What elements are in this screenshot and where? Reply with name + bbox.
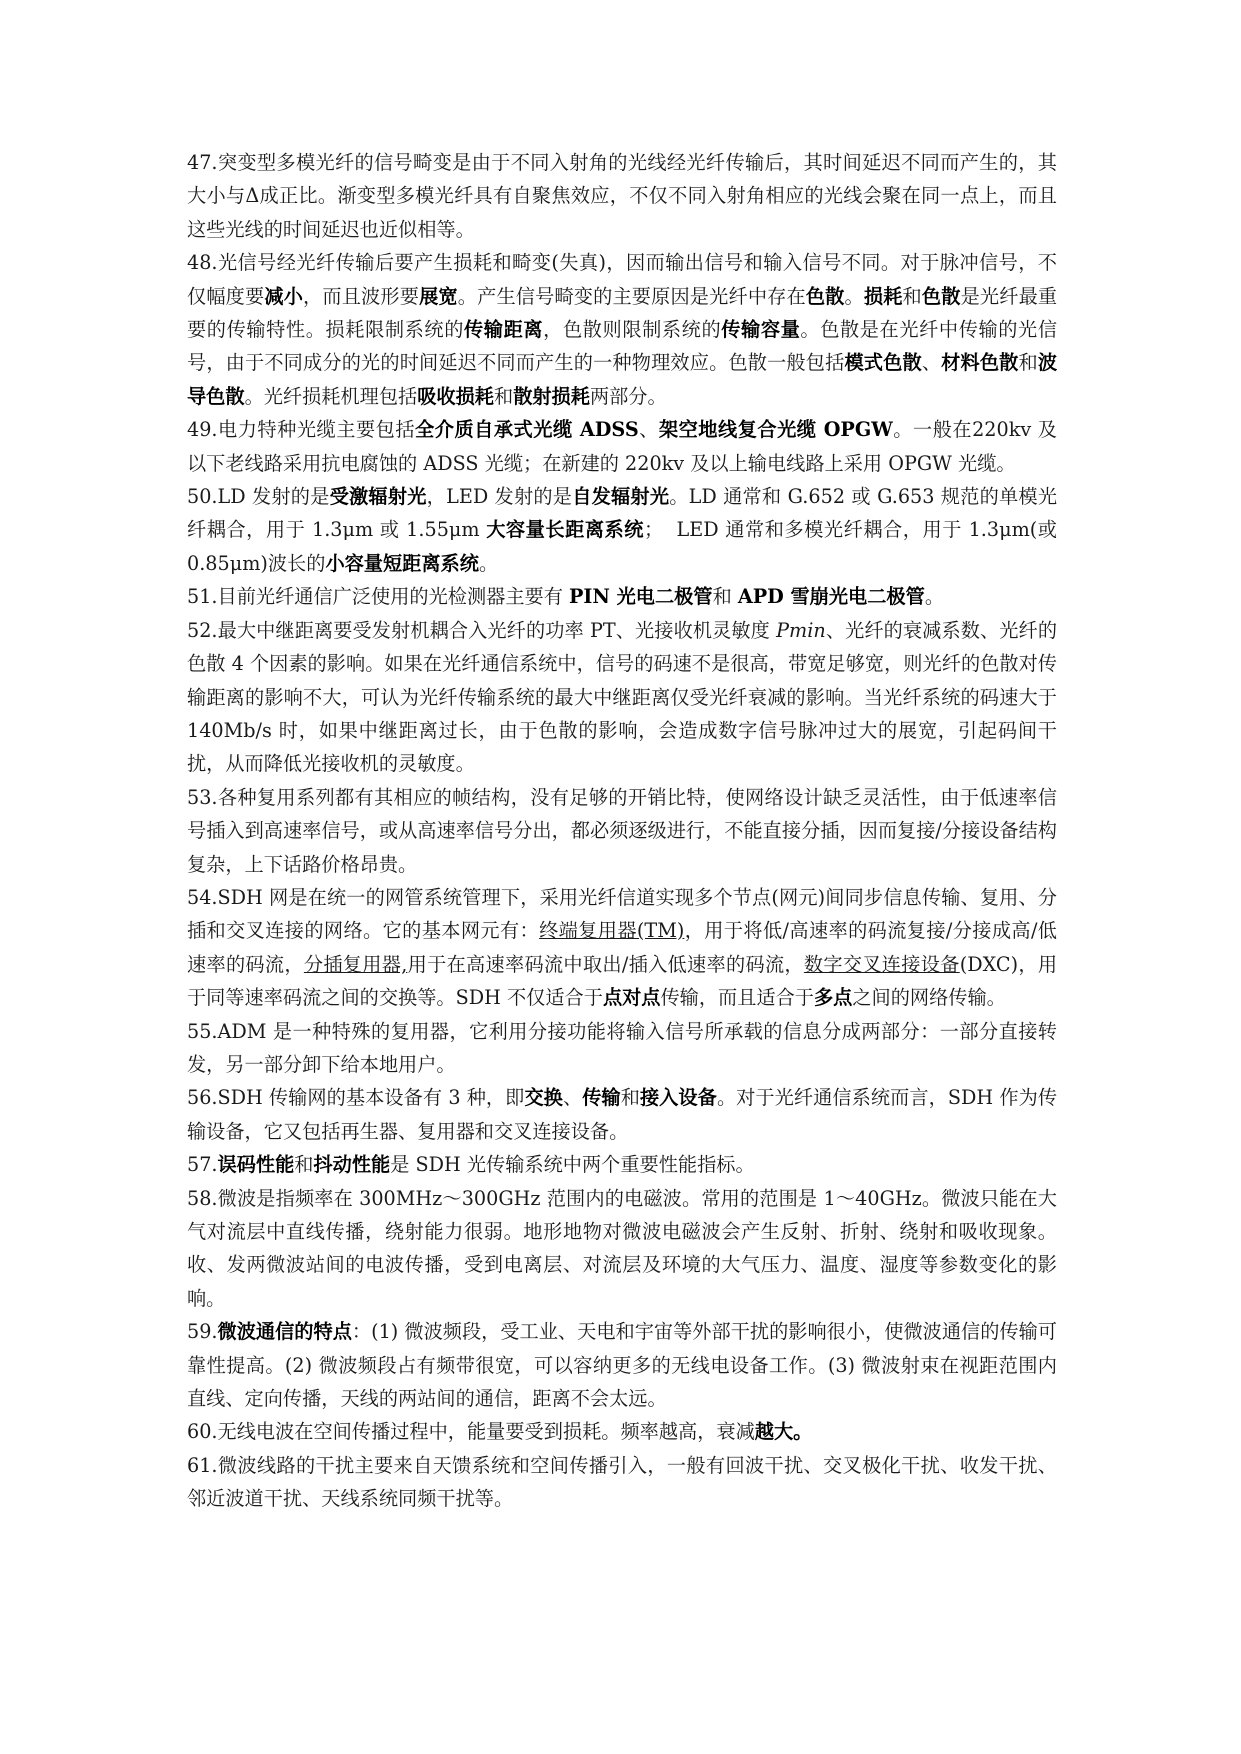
text-run: 传输，而且适合于 (660, 986, 814, 1010)
text-run: 。 (478, 551, 499, 575)
text-run: 。色散是在光纤中传输的光信号，由于不同成分的光的时间延迟不同而产生的一种物理效应。色散一般包括 (187, 318, 1058, 375)
text-run: 53.各种复用系列都有其相应的帧结构，没有足够的开销比特，使网络设计缺乏灵活性，由于低速率信号插入到高速率信号，或从高速率信号分出，都必须逐级进行，不能直接分插，因而复接/分接设备结构复杂，上下话路价格昂贵。 (187, 785, 1057, 876)
bold-term: 传输距离 (464, 318, 544, 342)
text-run: 。产生信号畸变的主要原因是光纤中存在 (457, 284, 806, 308)
bold-term: 吸收损耗 (417, 384, 494, 408)
text-run: 52.最大中继距离要受发射机耦合入光纤的功率 PT、光接收机灵敏度 (187, 618, 777, 642)
bold-term: 材料色散 (941, 351, 1019, 375)
bold-term: 大容量长距离系统 (486, 518, 645, 542)
paragraph-item (187, 246, 1057, 413)
text-run: 和 (494, 384, 514, 408)
bold-term: 损耗 (863, 284, 903, 308)
bold-term: 点对点 (602, 986, 661, 1010)
text-run: ，色散则限制系统的 (543, 318, 722, 342)
text-run: 是 SDH 光传输系统中两个重要性能指标。 (390, 1153, 755, 1177)
bold-term: 误码性能 (217, 1153, 295, 1177)
text-run: 两部分。 (589, 384, 667, 408)
underlined-term: 数字交叉连接设备 (803, 952, 960, 976)
text-run: 、 (562, 1086, 583, 1110)
bold-term: 模式色散 (844, 351, 922, 375)
paragraph-item (187, 580, 1057, 613)
bold-term: 色散 (805, 284, 845, 308)
text-run: 。光纤损耗机理包括 (244, 384, 418, 408)
text-run: 。LD 通常和 G.652 或 G.653 规范的单模光纤耦合，用于 1.3μm 或 1.55μm (187, 485, 1058, 542)
bold-term: 越大。 (754, 1420, 813, 1444)
paragraph-item (187, 1415, 1057, 1448)
bold-term: PIN 光电二极管 (569, 585, 713, 609)
paragraph-item (187, 1449, 1057, 1516)
text-run: 47.突变型多模光纤的信号畸变是由于不同入射角的光线经光纤传输后，其时间延迟不同而产生的，其大小与Δ成正比。渐变型多模光纤具有自聚焦效应，不仅不同入射角相应的光线会聚在同一点上，而且这些光线的时间延迟也近似相等。 (187, 151, 1057, 241)
paragraph-item (187, 881, 1057, 1015)
bold-term: 微波通信的特点 (217, 1320, 352, 1344)
bold-term: 抖动性能 (313, 1153, 391, 1177)
text-run: 。 (924, 585, 944, 609)
paragraph-item (187, 1015, 1057, 1082)
bold-term: 接入设备 (639, 1086, 717, 1110)
bold-term: 传输容量 (721, 318, 801, 342)
text-run: ，用于将低/高速率的码流复接/分接成高/低速率的码流， (187, 919, 1057, 976)
text-run: ：(1) 微波频段，受工业、天电和宇宙等外部干扰的影响很小，使微波通信的传输可靠性提高。(2) 微波频段占有频带很宽，可以容纳更多的无线电设备工作。(3) 微波射束在视距范围内直线、定向传播，天线的两站间的通信，距离不会太远。 (187, 1320, 1057, 1411)
paragraph-item (187, 1182, 1057, 1316)
text-run: 49.电力特种光缆主要包括 (187, 418, 416, 442)
text-run: ，而且波形要 (303, 284, 420, 308)
italic-term: Pmin (776, 618, 826, 642)
text-run: 和 (620, 1086, 640, 1110)
text-run: 是光纤最重要的传输特性。损耗限制系统的 (187, 284, 1058, 342)
underlined-term: 终端复用器(TM) (539, 919, 685, 943)
bold-term: 交换 (524, 1086, 563, 1110)
bold-term: APD 雪崩光电二极管 (737, 585, 925, 609)
text-run: 和 (712, 585, 738, 609)
text-run: 。 (844, 284, 864, 308)
text-run: 54.SDH 网是在统一的网管系统管理下，采用光纤信道实现多个节点(网元)间同步信息传输、复用、分插和交叉连接的网络。它的基本网元有： (187, 885, 1057, 943)
text-run: ，LED 发射的是 (426, 485, 573, 509)
text-run: 55.ADM 是一种特殊的复用器，它利用分接功能将输入信号所承载的信息分成两部分：一部分直接转发，另一部分卸下给本地用户。 (187, 1019, 1057, 1076)
bold-term: 全介质自承式光缆 ADSS (415, 418, 639, 442)
paragraph-item (187, 1315, 1057, 1415)
text-run: 。对于光纤通信系统而言，SDH 作为传输设备，它又包括再生器、复用器和交叉连接设备。 (187, 1086, 1058, 1143)
bold-term: 散射损耗 (513, 384, 590, 408)
bold-term: 波导色散 (187, 351, 1058, 408)
text-run: 、 (921, 351, 942, 375)
text-run: 、 (638, 418, 659, 442)
text-run: 和 (1018, 351, 1038, 375)
text-run: (DXC)，用于同等速率码流之间的交换等。SDH 不仅适合于 (187, 952, 1058, 1010)
bold-term: 减小 (264, 284, 304, 308)
text-run: 50.LD 发射的是 (187, 485, 330, 509)
paragraph-item (187, 146, 1057, 246)
text-run: 51.目前光纤通信广泛使用的光检测器主要有 (187, 585, 569, 609)
paragraph-item (187, 1081, 1057, 1148)
text-run: ； LED 通常和多模光纤耦合，用于 1.3μm(或 0.85μm)波长的 (187, 518, 1064, 575)
text-run: 之间的网络传输。 (852, 986, 1006, 1010)
text-run: 。一般在220kv 及以下老线路采用抗电腐蚀的 ADSS 光缆；在新建的 220kv 及以上输电线路上采用 OPGW 光缆。 (187, 418, 1057, 475)
text-run: 59. (187, 1320, 218, 1344)
bold-term: 色散 (921, 284, 961, 308)
bold-term: 展宽 (419, 284, 458, 308)
text-run: 61.微波线路的干扰主要来自天馈系统和空间传播引入，一般有回波干扰、交叉极化干扰、收发干扰、邻近波道干扰、天线系统同频干扰等。 (187, 1453, 1057, 1511)
text-run: 60.无线电波在空间传播过程中，能量要受到损耗。频率越高，衰减 (187, 1420, 755, 1444)
paragraph-item (187, 781, 1057, 881)
text-run: 57. (187, 1153, 218, 1177)
bold-term: 受激辐射光 (329, 485, 427, 509)
bold-term: 多点 (814, 986, 853, 1010)
bold-term: 传输 (582, 1086, 621, 1110)
text-run: 56.SDH 传输网的基本设备有 3 种，即 (187, 1086, 525, 1110)
text-run: 48.光信号经光纤传输后要产生损耗和畸变(失真)，因而输出信号和输入信号不同。对于脉冲信号，不仅幅度要 (187, 251, 1057, 308)
paragraph-item (187, 614, 1064, 781)
paragraph-item (187, 413, 1057, 480)
bold-term: 小容量短距离系统 (325, 551, 479, 575)
text-run: 用于在高速率码流中取出/插入低速率的码流， (407, 952, 804, 976)
text-run: 、光纤的衰减系数、光纤的色散 4 个因素的影响。如果在光纤通信系统中，信号的码速不是很高，带宽足够宽，则光纤的色散对传输距离的影响不大，可认为光纤传输系统的最大中继距离仅受光纤衰减的影响。当光纤系统的码速大于 140Mb/s 时，如果中继距离过长，由于色散的影响，会造成数字信号脉冲过大的展宽，引起码间干扰，从而降低光接收机的灵敏度。 (187, 618, 1064, 776)
bold-term: 架空地线复合光缆 OPGW (658, 418, 893, 442)
document-page (187, 146, 1064, 1516)
text-run: 和 (294, 1153, 314, 1177)
text-run: 和 (902, 284, 922, 308)
text-run: 58.微波是指频率在 300MHz～300GHz 范围内的电磁波。常用的范围是 1～40GHz。微波只能在大气对流层中直线传播，绕射能力很弱。地形地物对微波电磁波会产生反射、折射、绕射和吸收现象。收、发两微波站间的电波传播，受到电离层、对流层及环境的大气压力、温度、湿度等参数变化的影响。 (187, 1186, 1057, 1310)
bold-term: 自发辐射光 (572, 485, 670, 509)
paragraph-item (187, 480, 1064, 580)
paragraph-item (187, 1148, 1057, 1181)
underlined-term: 分插复用器, (303, 952, 408, 976)
